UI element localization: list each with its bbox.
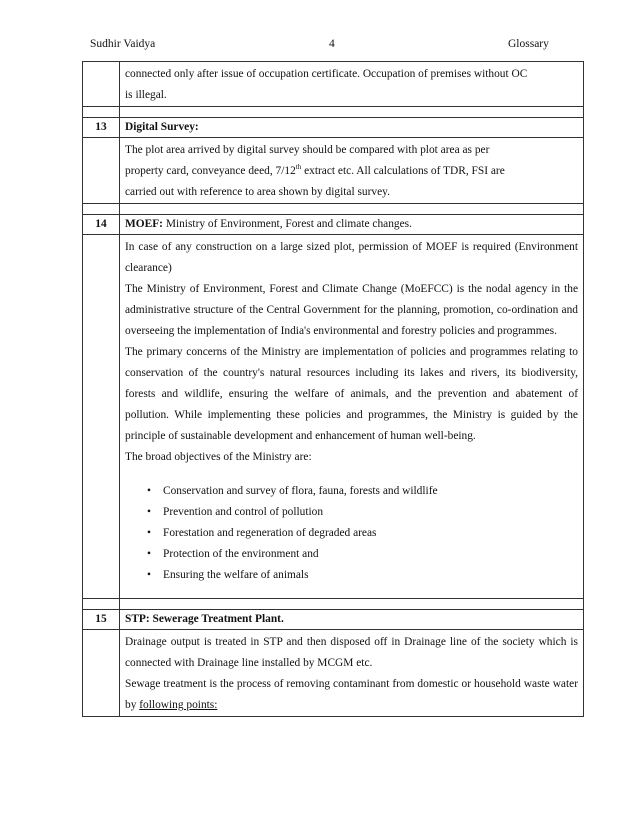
entry-body-cell <box>120 62 584 107</box>
table-row <box>83 215 584 235</box>
entry-body-cell <box>120 630 584 717</box>
table-row <box>83 235 584 599</box>
entry-paragraph: In case of any construction on a large sized plot, permission of MOEF is required (Environment clearance) <box>125 241 578 274</box>
entry-body-cell <box>120 138 584 204</box>
glossary-table <box>82 61 584 717</box>
entry-number-cell <box>83 62 120 107</box>
entry-paragraph: Drainage output is treated in STP and then disposed off in Drainage line of the society which is connected with Drainage line installed by MCGM etc. <box>125 636 578 669</box>
objectives-list <box>125 481 578 586</box>
list-item: • Conservation and survey of flora, fauna, forests and wildlife <box>163 481 578 502</box>
entry-paragraph: The broad objectives of the Ministry are: <box>125 451 312 463</box>
list-item: • Forestation and regeneration of degraded areas <box>163 523 578 544</box>
entry-number-cell <box>83 630 120 717</box>
table-row <box>83 630 584 717</box>
table-row <box>83 138 584 204</box>
entry-term: Digital Survey: <box>120 118 584 138</box>
header-author: Sudhir Vaidya <box>90 38 156 50</box>
entry-paragraph: The Ministry of Environment, Forest and Climate Change (MoEFCC) is the nodal agency in the administrative structure of the Central Government for the planning, promotion, co-ordination and overseeing the implementation of India's environmental and forestry policies and programmes. <box>125 283 578 337</box>
entry-term-cell <box>120 215 584 235</box>
spacer-row <box>83 107 584 118</box>
entry-body-cell <box>120 235 584 599</box>
entry-text-line: The plot area arrived by digital survey should be compared with plot area as per <box>125 144 490 156</box>
entry-paragraph: The primary concerns of the Ministry are implementation of policies and programmes relating to conservation of the country's natural resources including its lakes and rivers, its biodiversity, forests and wildlife, ensuring the welfare of animals, and the prevention and abatement of pollution. While implementing these policies and programmes, the Ministry is guided by the principle of sustainable development and enhancement of human well-being. <box>125 346 578 442</box>
page-header <box>0 38 638 54</box>
entry-number: 15 <box>83 610 120 630</box>
list-item: • Protection of the environment and <box>163 544 578 565</box>
entry-text-line: property card, conveyance deed, 7/12th extract etc. All calculations of TDR, FSI are <box>125 163 505 177</box>
continued-text-line: connected only after issue of occupation certificate. Occupation of premises without OC <box>125 68 528 80</box>
spacer-row <box>83 204 584 215</box>
entry-paragraph: Sewage treatment is the process of removing contaminant from domestic or household waste water by following points: <box>125 678 578 711</box>
entry-number-cell <box>83 138 120 204</box>
following-points-text: following points: <box>139 699 218 711</box>
entry-term-definition: Ministry of Environment, Forest and climate changes. <box>162 218 412 230</box>
entry-text-line: carried out with reference to area shown by digital survey. <box>125 186 390 198</box>
entry-number: 14 <box>83 215 120 235</box>
table-row <box>83 610 584 630</box>
entry-term: MOEF: <box>125 218 163 230</box>
table-row <box>83 118 584 138</box>
entry-term: STP: Sewerage Treatment Plant. <box>120 610 584 630</box>
entry-number: 13 <box>83 118 120 138</box>
table-row <box>83 62 584 107</box>
list-item: • Prevention and control of pollution <box>163 502 578 523</box>
header-section: Glossary <box>508 38 549 50</box>
spacer-row <box>83 599 584 610</box>
entry-number-cell <box>83 235 120 599</box>
list-item: • Ensuring the welfare of animals <box>163 565 578 586</box>
continued-text-line: is illegal. <box>125 89 167 101</box>
header-page-number: 4 <box>329 38 335 50</box>
